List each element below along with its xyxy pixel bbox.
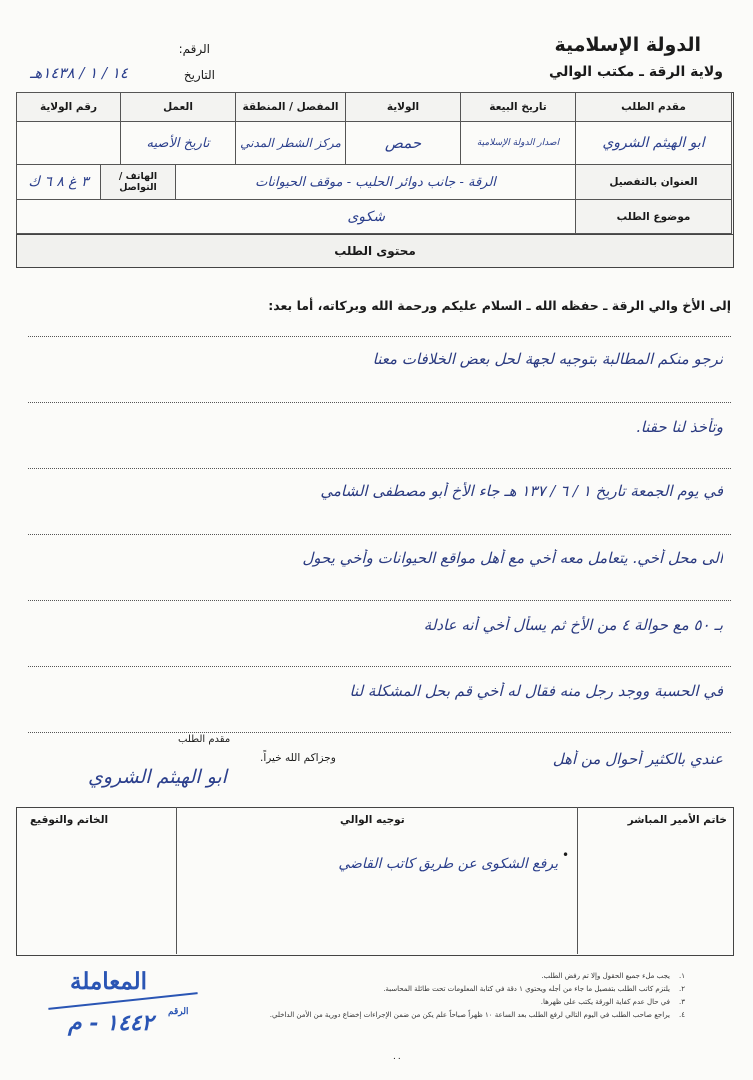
instructions-list bbox=[200, 970, 670, 1022]
instruction-item: يلتزم كاتب الطلب بتفصيل ما جاء من أجله ويحتوي ١ دقة في كتابة المعلومات تحت طائلة المحاسبة. bbox=[383, 985, 670, 993]
content-line: بـ ٥٠ مع حوالة ٤ من الأخ ثم يسأل أخي أنه عادلة bbox=[423, 616, 723, 634]
value-applicant: ابو الهيثم الشروي bbox=[575, 121, 732, 165]
transaction-number-label: الرقم bbox=[168, 1007, 189, 1017]
transaction-stamp-title: المعاملة bbox=[70, 968, 148, 995]
wali-directive-label: توجيه الوالي bbox=[340, 814, 405, 826]
content-line: في الحسبة ووجد رجل منه فقال له أخي قم بحل المشكلة لنا bbox=[349, 682, 723, 700]
phone-label: الهاتف / التواصل bbox=[100, 164, 176, 200]
value-pledge-date: اصدار الدولة الإسلامية bbox=[460, 121, 576, 165]
writing-line bbox=[28, 534, 731, 535]
instruction-numbers: ١. ٢. ٣. ٤. bbox=[679, 972, 685, 1019]
closing-text: وجزاكم الله خيراً. bbox=[260, 752, 336, 764]
col-header-province: الولاية bbox=[345, 92, 461, 122]
header-title: الدولة الإسلامية bbox=[554, 34, 701, 56]
approval-table bbox=[16, 807, 734, 956]
col-header-province-number: رقم الولاية bbox=[16, 92, 121, 122]
number-label: الرقم: bbox=[178, 42, 210, 56]
wali-directive-text: يرفع الشكوى عن طريق كاتب القاضي bbox=[338, 856, 558, 872]
instruction-item: يجب ملء جميع الحقول وإلا تم رفض الطلب. bbox=[541, 972, 670, 980]
content-section-title: محتوى الطلب bbox=[16, 234, 734, 268]
header-subtitle: ولاية الرقة ـ مكتب الوالي bbox=[549, 64, 723, 80]
writing-line bbox=[28, 666, 731, 667]
writing-line bbox=[28, 402, 731, 403]
subject-label: موضوع الطلب bbox=[575, 199, 732, 234]
col-header-applicant: مقدم الطلب bbox=[575, 92, 732, 122]
phone-value: ٣ غ ٨ ٦ ك bbox=[16, 164, 101, 200]
value-province: حمص bbox=[345, 121, 461, 165]
value-district: مركز الشطر المدني bbox=[235, 121, 346, 165]
direct-emir-stamp-label: خاتم الأمير المباشر bbox=[627, 814, 727, 826]
column-divider bbox=[176, 807, 177, 954]
value-province-number bbox=[16, 121, 121, 165]
content-line: في يوم الجمعة تاريخ ١ / ٦ / ١٣٧ هـ جاء الأخ أبو مصطفى الشامي bbox=[320, 482, 723, 500]
content-line: وتأخذ لنا حقنا. bbox=[635, 418, 723, 436]
page-mark: ٠٠ bbox=[392, 1054, 402, 1064]
applicant-signature: ابو الهيثم الشروي bbox=[88, 766, 227, 788]
col-header-work: العمل bbox=[120, 92, 236, 122]
column-divider bbox=[577, 807, 578, 954]
transaction-number-value: ١٤٤٢ - م bbox=[68, 1010, 154, 1036]
value-work: تاريخ الأصيه bbox=[120, 121, 236, 165]
col-header-pledge-date: تاريخ البيعة bbox=[460, 92, 576, 122]
col-header-district: المفصل / المنطقة bbox=[235, 92, 346, 122]
writing-line bbox=[28, 600, 731, 601]
bullet-icon: • bbox=[562, 848, 570, 862]
content-line: الى محل أخي. يتعامل معه أخي مع أهل مواقع الحيوانات وأخي يحول bbox=[302, 549, 723, 567]
instruction-item: يراجع صاحب الطلب في اليوم التالي لرفع الطلب بعد الساعة ١٠ ظهراً صباحاً علم يكن من ضمن الإجراءات إخضاع دورية من الأمن الداخلي. bbox=[269, 1011, 670, 1019]
subject-value: شكوى bbox=[16, 199, 576, 234]
writing-line bbox=[28, 732, 731, 733]
date-value: ١٤ / ١ / ١٤٣٨هـ bbox=[30, 64, 128, 82]
writing-line bbox=[28, 336, 731, 337]
date-label: التاريخ bbox=[183, 68, 215, 82]
writing-line bbox=[28, 468, 731, 469]
applicant-label: مقدم الطلب bbox=[178, 734, 231, 745]
content-line: نرجو منكم المطالبة بتوجيه لجهة لحل بعض الخلافات معنا bbox=[372, 350, 723, 368]
stamp-signature-label: الخاتم والتوقيع bbox=[30, 814, 109, 826]
content-line: عندي بالكثير أحوال من أهل bbox=[552, 750, 723, 768]
instruction-item: في حال عدم كفاية الورقة يكتب على ظهرها. bbox=[540, 998, 670, 1006]
address-label: العنوان بالتفصيل bbox=[575, 164, 732, 200]
salutation: إلى الأخ والي الرقة ـ حفظه الله ـ السلام عليكم ورحمة الله وبركاته، أما بعد: bbox=[268, 298, 731, 313]
address-value: الرقة - جانب دوائر الحليب - موقف الحيوانات bbox=[175, 164, 576, 200]
